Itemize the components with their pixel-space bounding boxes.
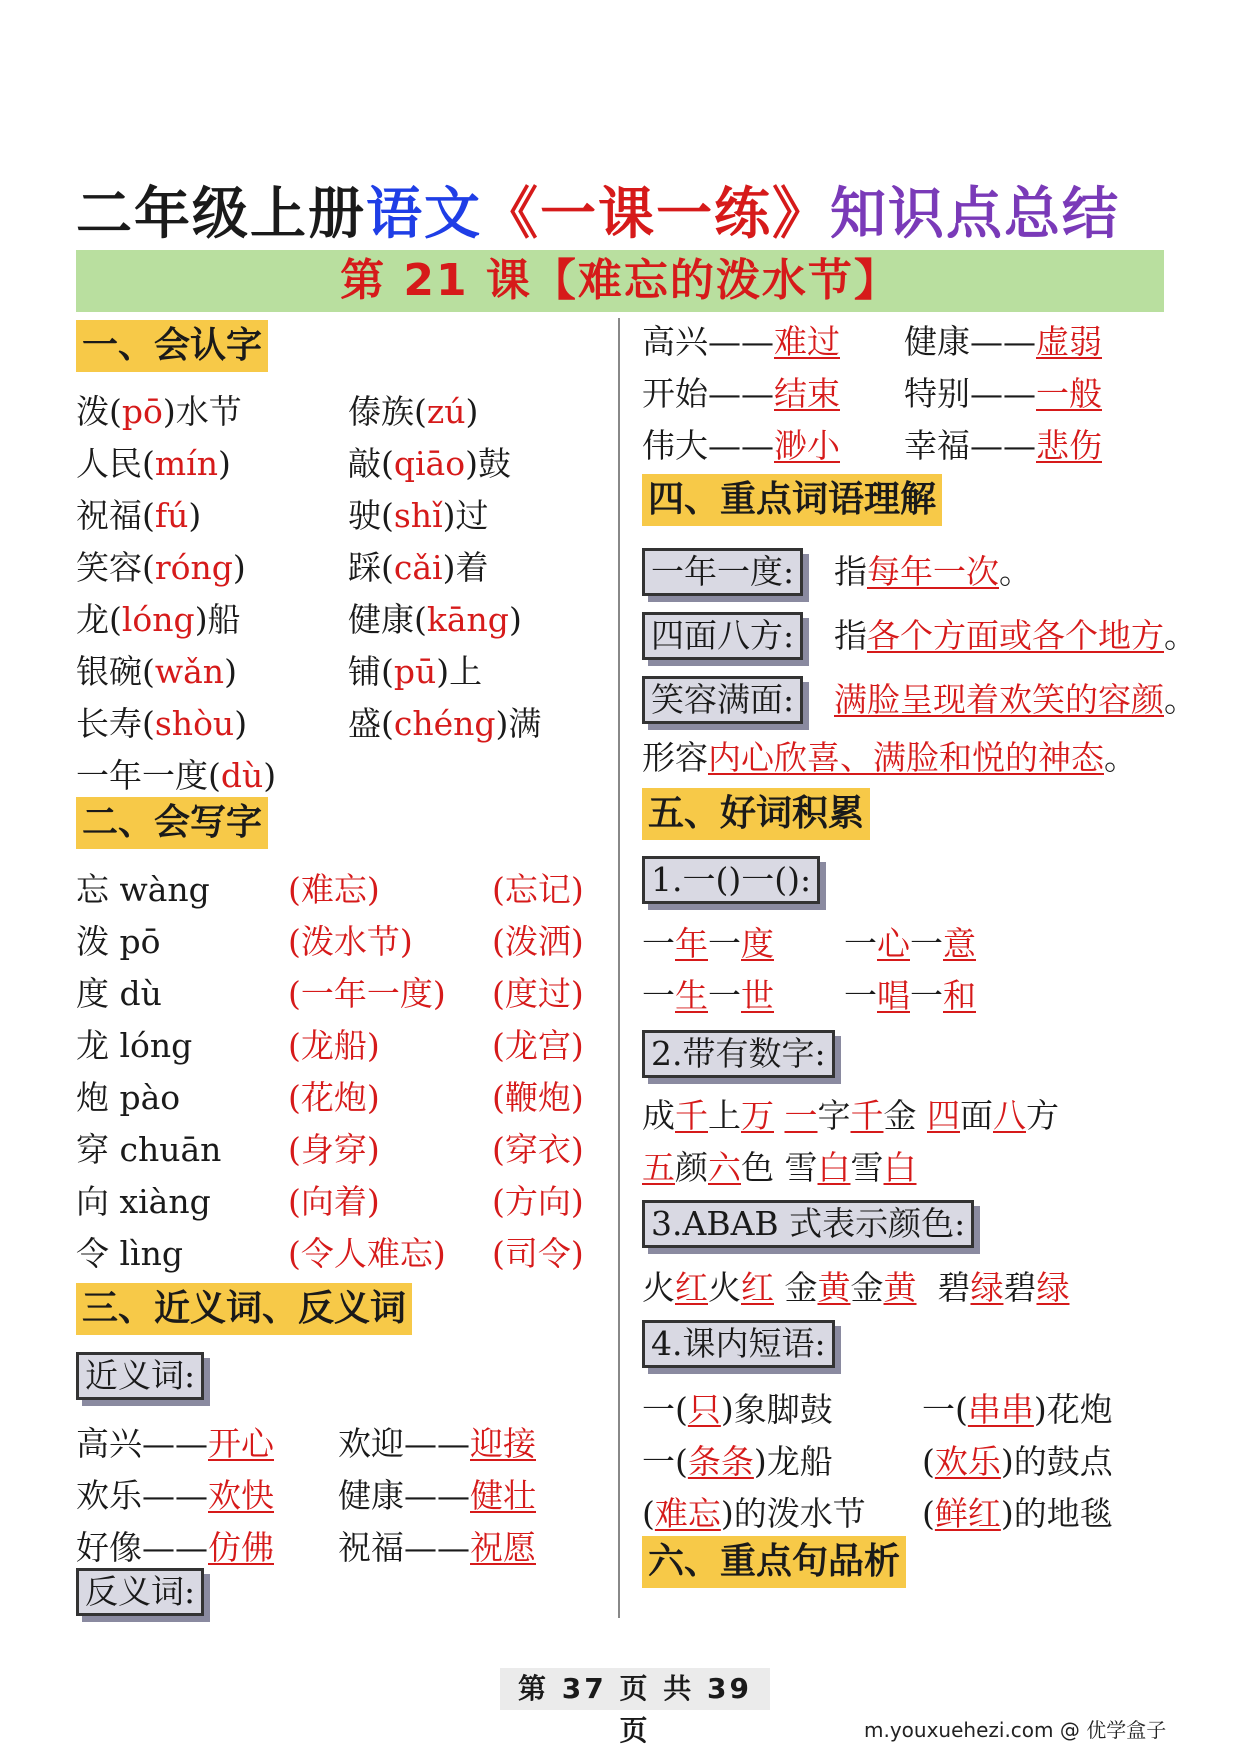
- sub3-label: 3.ABAB 式表示颜色:: [642, 1200, 974, 1248]
- recognize-char: 敲(: [348, 444, 394, 483]
- antonym-match: 悲伤: [1036, 426, 1102, 465]
- recognize-row: [76, 390, 606, 434]
- recognize-rest: ): [217, 444, 231, 483]
- write-word-1: (泼水节): [288, 922, 413, 961]
- word-char-highlight: 绿: [1036, 1268, 1070, 1307]
- idiom-char: 一: [844, 924, 877, 963]
- recognize-char: 长寿(: [76, 704, 155, 743]
- word-char-highlight: 八: [993, 1096, 1026, 1135]
- word-char-highlight: 绿: [970, 1268, 1004, 1307]
- phrase-right: [922, 1492, 1113, 1536]
- recognize-item-left: [76, 548, 246, 587]
- recognize-pinyin: fú: [154, 496, 189, 535]
- write-word-1: (龙船): [288, 1026, 380, 1065]
- recognize-char: 盛(: [348, 704, 394, 743]
- write-pinyin: xiàng: [119, 1182, 211, 1221]
- phrase-pre: 一(: [642, 1390, 688, 1429]
- recognize-char: 傣族(: [348, 392, 427, 431]
- word-char-highlight: 千: [850, 1096, 884, 1135]
- write-pinyin: chuān: [119, 1130, 222, 1169]
- idiom-char: 一: [708, 924, 741, 963]
- recognize-rest: )水节: [162, 392, 242, 431]
- word-char-highlight: 四: [927, 1096, 960, 1135]
- idiom-left: [642, 976, 774, 1015]
- word-char: 上: [708, 1096, 741, 1135]
- recognize-pinyin: qiāo: [393, 444, 466, 483]
- write-word-1: (令人难忘): [288, 1234, 446, 1273]
- word-char-highlight: 红: [741, 1268, 774, 1307]
- synonym-word: 祝福: [338, 1528, 404, 1567]
- antonym-row: [642, 320, 1182, 364]
- antonym-match: 一般: [1036, 374, 1102, 413]
- lesson-title: 第 21 课【难忘的泼水节】: [76, 250, 1164, 312]
- idiom-right: [844, 922, 976, 966]
- title-part2: 语文: [366, 182, 482, 247]
- definition-end: 。: [1164, 616, 1197, 655]
- key-term-definition: [834, 678, 1197, 722]
- definition-text: 内心欣喜、满脸和悦的神态: [708, 738, 1104, 777]
- write-char: 度: [76, 974, 109, 1013]
- write-char-pinyin: [76, 974, 162, 1013]
- write-row: [76, 868, 606, 912]
- synonym-pair-right: [338, 1526, 536, 1570]
- recognize-item-left: [76, 444, 231, 483]
- word-char: [917, 1096, 928, 1135]
- word-char: 字: [817, 1096, 851, 1135]
- dash: ——: [708, 426, 774, 465]
- recognize-rest: )过: [442, 496, 489, 535]
- recognize-item-right: [348, 650, 482, 694]
- recognize-rest: ): [188, 496, 202, 535]
- write-row: [76, 1076, 606, 1120]
- write-word-2: (穿衣): [492, 1130, 584, 1169]
- write-word-2: (忘记): [492, 870, 584, 909]
- recognize-pinyin: róng: [154, 548, 233, 587]
- section-header-good-words: 五、好词积累: [642, 788, 870, 840]
- write-char-pinyin: [76, 1026, 192, 1065]
- write-pinyin: wàng: [119, 870, 210, 909]
- word-char-highlight: 黄: [817, 1268, 851, 1307]
- synonym-row: [76, 1526, 616, 1570]
- synonym-match: 仿佛: [208, 1528, 274, 1567]
- recognize-char: 泼(: [76, 392, 122, 431]
- recognize-item-right: [348, 598, 522, 642]
- sub4-label: 4.课内短语:: [642, 1320, 835, 1368]
- antonym-word: 特别: [904, 374, 970, 413]
- phrase-left: [642, 1494, 866, 1533]
- phrase-right: [922, 1388, 1113, 1432]
- key-term: 四面八方:: [642, 612, 803, 660]
- word-row: [642, 1146, 1182, 1190]
- word-char: [774, 1268, 785, 1307]
- dash: ——: [404, 1528, 470, 1567]
- synonym-match: 祝愿: [470, 1528, 536, 1567]
- write-row: [76, 1232, 606, 1276]
- phrase-left: [642, 1442, 833, 1481]
- antonyms-label: 反义词:: [76, 1568, 204, 1616]
- recognize-char: 人民(: [76, 444, 155, 483]
- recognize-pinyin: lóng: [121, 600, 195, 639]
- synonym-word: 高兴: [76, 1424, 142, 1463]
- recognize-rest: ): [263, 756, 277, 795]
- word-char: [774, 1148, 785, 1187]
- definition-end: 。: [1104, 738, 1137, 777]
- idiom-char: 意: [943, 924, 976, 963]
- title-part1: 二年级上册: [76, 182, 366, 247]
- write-pinyin: pō: [119, 922, 161, 961]
- watermark: m.youxuehezi.com @ 优学盒子: [864, 1718, 1167, 1742]
- recognize-item-left: [76, 496, 201, 535]
- write-char: 泼: [76, 922, 109, 961]
- recognize-char: 银碗(: [76, 652, 155, 691]
- recognize-row: [76, 754, 606, 798]
- recognize-rest: ): [232, 548, 246, 587]
- recognize-rest: )鼓: [465, 444, 511, 483]
- synonym-row: [76, 1422, 616, 1466]
- recognize-pinyin: zú: [426, 392, 466, 431]
- dash: ——: [708, 322, 774, 361]
- section-header-key-words: 四、重点词语理解: [642, 474, 942, 526]
- section-header-sentence-analysis: 六、重点句品析: [642, 1536, 906, 1588]
- recognize-row: [76, 598, 606, 642]
- page-number: 第 37 页 共 39 页: [500, 1668, 770, 1710]
- word-char-highlight: 千: [675, 1096, 708, 1135]
- phrase-post: )的地毯: [1000, 1494, 1113, 1533]
- idiom-char: 和: [943, 976, 976, 1015]
- synonym-row: [76, 1474, 616, 1518]
- word-char: 颜: [675, 1148, 708, 1187]
- definition-text: 每年一次: [867, 552, 999, 591]
- recognize-item-left: [76, 392, 242, 431]
- definition-end: 。: [1164, 680, 1197, 719]
- title-part4: 知识点总结: [830, 182, 1120, 247]
- antonym-match: 难过: [774, 322, 840, 361]
- word-char-highlight: 万: [741, 1096, 774, 1135]
- word-char: 雪: [850, 1148, 884, 1187]
- word-char-highlight: 白: [817, 1148, 851, 1187]
- recognize-pinyin: shòu: [154, 704, 235, 743]
- column-divider: [618, 318, 620, 1618]
- dash: ——: [708, 374, 774, 413]
- phrase-measure: 只: [687, 1390, 721, 1429]
- idiom-char: 唱: [877, 976, 910, 1015]
- dash: ——: [142, 1476, 208, 1515]
- antonym-pair-right: [904, 372, 1102, 416]
- key-term-definition: [834, 550, 1032, 594]
- recognize-row: [76, 442, 606, 486]
- dash: ——: [404, 1476, 470, 1515]
- write-word-2: (度过): [492, 974, 584, 1013]
- word-char-highlight: 五: [642, 1148, 675, 1187]
- recognize-pinyin: wǎn: [154, 652, 225, 691]
- recognize-item-right: [348, 494, 489, 538]
- word-char: 面: [960, 1096, 993, 1135]
- write-char: 向: [76, 1182, 109, 1221]
- write-char: 炮: [76, 1078, 109, 1117]
- antonym-row: [642, 424, 1182, 468]
- idiom-char: 世: [741, 976, 774, 1015]
- recognize-rest: ): [465, 392, 479, 431]
- definition-text: 满脸呈现着欢笑的容颜: [834, 680, 1164, 719]
- write-char-pinyin: [76, 1234, 183, 1273]
- idiom-char: 生: [675, 976, 708, 1015]
- phrase-pre: 一(: [922, 1390, 968, 1429]
- idiom-row: [642, 922, 1182, 966]
- recognize-pinyin: chéng: [393, 704, 496, 743]
- antonym-match: 结束: [774, 374, 840, 413]
- recognize-rest: )满: [495, 704, 542, 743]
- word-char: 火: [708, 1268, 741, 1307]
- idiom-char: 度: [741, 924, 774, 963]
- word-char: [774, 1096, 785, 1135]
- phrase-post: )的泼水节: [720, 1494, 866, 1533]
- word-char: 色: [741, 1148, 774, 1187]
- word-char: 金: [784, 1268, 818, 1307]
- write-row: [76, 1128, 606, 1172]
- recognize-item-left: [76, 704, 247, 743]
- word-char: 金: [850, 1268, 884, 1307]
- recognize-rest: ): [224, 652, 237, 691]
- key-term-definition: [834, 614, 1197, 658]
- antonym-word: 健康: [904, 322, 970, 361]
- antonym-pair-right: [904, 320, 1102, 364]
- write-char: 忘: [76, 870, 109, 909]
- recognize-char: 一年一度(: [76, 756, 221, 795]
- idiom-char: 一: [642, 924, 675, 963]
- definition-end: 。: [999, 552, 1032, 591]
- recognize-pinyin: pō: [121, 392, 163, 431]
- word-char: [917, 1268, 938, 1307]
- recognize-item-right: [348, 546, 488, 590]
- write-row: [76, 1024, 606, 1068]
- recognize-pinyin: cǎi: [393, 548, 443, 587]
- recognize-row: [76, 702, 606, 746]
- recognize-item-right: [348, 390, 478, 434]
- dash: ——: [970, 322, 1036, 361]
- phrase-pre: 一(: [642, 1442, 688, 1481]
- recognize-pinyin: mín: [154, 444, 218, 483]
- write-word-2: (泼洒): [492, 922, 584, 961]
- synonym-word: 好像: [76, 1528, 142, 1567]
- antonym-match: 虚弱: [1036, 322, 1102, 361]
- idiom-char: 一: [844, 976, 877, 1015]
- recognize-item-left: [76, 652, 237, 691]
- section-header-synonyms-antonyms: 三、近义词、反义词: [76, 1283, 412, 1335]
- phrase-pre: (: [922, 1494, 935, 1533]
- phrase-right: [922, 1440, 1113, 1484]
- word-char: 火: [642, 1268, 675, 1307]
- phrase-pre: (: [642, 1494, 655, 1533]
- phrase-post: )花炮: [1033, 1390, 1113, 1429]
- write-char: 令: [76, 1234, 109, 1273]
- synonym-word: 欢迎: [338, 1424, 404, 1463]
- phrase-row: [642, 1440, 1182, 1484]
- definition-prefix: 形容: [642, 738, 708, 777]
- word-char-highlight: 黄: [883, 1268, 917, 1307]
- sub1-label: 1.一()一():: [642, 856, 820, 904]
- dash: ——: [142, 1424, 208, 1463]
- write-pinyin: dù: [119, 974, 162, 1013]
- section-header-write: 二、会写字: [76, 797, 268, 849]
- recognize-row: [76, 546, 606, 590]
- phrase-pre: (: [922, 1442, 935, 1481]
- antonym-word: 开始: [642, 374, 708, 413]
- recognize-char: 笑容(: [76, 548, 155, 587]
- antonym-word: 幸福: [904, 426, 970, 465]
- write-char-pinyin: [76, 1130, 221, 1169]
- idiom-char: 一: [910, 924, 943, 963]
- recognize-rest: )船: [194, 600, 241, 639]
- dash: ——: [970, 374, 1036, 413]
- phrase-measure: 条条: [687, 1442, 754, 1481]
- write-word-2: (鞭炮): [492, 1078, 584, 1117]
- write-char-pinyin: [76, 870, 210, 909]
- recognize-row: [76, 494, 606, 538]
- word-char: 碧: [937, 1268, 971, 1307]
- idiom-right: [844, 974, 976, 1018]
- word-char: 金: [883, 1096, 917, 1135]
- page-title: [76, 170, 1176, 250]
- word-row: [642, 1094, 1182, 1138]
- idiom-char: 一: [708, 976, 741, 1015]
- write-word-1: (花炮): [288, 1078, 380, 1117]
- idiom-row: [642, 974, 1182, 1018]
- section-header-recognize: 一、会认字: [76, 320, 268, 372]
- recognize-pinyin: shǐ: [393, 496, 443, 535]
- recognize-rest: )上: [436, 652, 483, 691]
- word-char: 碧: [1003, 1268, 1037, 1307]
- write-word-1: (一年一度): [288, 974, 446, 1013]
- recognize-rest: ): [234, 704, 248, 743]
- idiom-char: 年: [675, 924, 708, 963]
- phrase-row: [642, 1388, 1182, 1432]
- recognize-pinyin: dù: [220, 756, 264, 795]
- write-word-2: (方向): [492, 1182, 584, 1221]
- recognize-rest: ): [508, 600, 522, 639]
- write-pinyin: lìng: [119, 1234, 183, 1273]
- word-row: [642, 1266, 1182, 1310]
- write-char: 龙: [76, 1026, 109, 1065]
- word-char-highlight: 白: [883, 1148, 917, 1187]
- key-term-extra: [642, 736, 1137, 780]
- phrase-measure: 串串: [967, 1390, 1034, 1429]
- write-row: [76, 920, 606, 964]
- write-row: [76, 972, 606, 1016]
- write-pinyin: pào: [119, 1078, 181, 1117]
- recognize-char: 铺(: [348, 652, 394, 691]
- word-char: 方: [1026, 1096, 1059, 1135]
- title-part3: 《一课一练》: [482, 182, 830, 247]
- word-char-highlight: 一: [784, 1096, 818, 1135]
- write-char-pinyin: [76, 922, 161, 961]
- antonym-word: 伟大: [642, 426, 708, 465]
- definition-text: 各个方面或各个地方: [867, 616, 1164, 655]
- write-word-1: (向着): [288, 1182, 380, 1221]
- synonyms-label: 近义词:: [76, 1352, 204, 1400]
- definition-prefix: 指: [834, 616, 867, 655]
- recognize-char: 踩(: [348, 548, 394, 587]
- recognize-item-right: [348, 702, 541, 746]
- antonym-pair-right: [904, 424, 1102, 468]
- phrase-row: [642, 1492, 1182, 1536]
- recognize-item-right: [348, 442, 511, 486]
- recognize-pinyin: pū: [393, 652, 437, 691]
- write-word-1: (身穿): [288, 1130, 380, 1169]
- word-char-highlight: 六: [708, 1148, 741, 1187]
- phrase-measure: 难忘: [654, 1494, 721, 1533]
- idiom-char: 一: [910, 976, 943, 1015]
- write-char-pinyin: [76, 1182, 211, 1221]
- synonym-match: 开心: [208, 1424, 274, 1463]
- antonym-word: 高兴: [642, 322, 708, 361]
- recognize-item-left: [76, 600, 241, 639]
- synonym-pair-right: [338, 1474, 536, 1518]
- antonym-match: 渺小: [774, 426, 840, 465]
- write-word-2: (龙宫): [492, 1026, 584, 1065]
- synonym-word: 欢乐: [76, 1476, 142, 1515]
- recognize-rest: )着: [442, 548, 489, 587]
- phrase-measure: 欢乐: [934, 1442, 1001, 1481]
- dash: ——: [142, 1528, 208, 1567]
- recognize-char: 龙(: [76, 600, 122, 639]
- write-char-pinyin: [76, 1078, 180, 1117]
- synonym-pair-right: [338, 1422, 536, 1466]
- recognize-row: [76, 650, 606, 694]
- synonym-match: 迎接: [470, 1424, 536, 1463]
- write-char: 穿: [76, 1130, 109, 1169]
- definition-prefix: 指: [834, 552, 867, 591]
- recognize-char: 驶(: [348, 496, 394, 535]
- synonym-match: 欢快: [208, 1476, 274, 1515]
- phrase-measure: 鲜红: [934, 1494, 1001, 1533]
- key-term: 笑容满面:: [642, 676, 803, 724]
- idiom-char: 一: [642, 976, 675, 1015]
- word-char-highlight: 红: [675, 1268, 708, 1307]
- idiom-left: [642, 924, 774, 963]
- dash: ——: [970, 426, 1036, 465]
- sub2-label: 2.带有数字:: [642, 1030, 835, 1078]
- recognize-item-left: [76, 756, 276, 795]
- phrase-post: )象脚鼓: [720, 1390, 833, 1429]
- write-row: [76, 1180, 606, 1224]
- word-char: 成: [642, 1096, 675, 1135]
- synonym-word: 健康: [338, 1476, 404, 1515]
- recognize-pinyin: kāng: [426, 600, 509, 639]
- key-term: 一年一度:: [642, 548, 803, 596]
- synonym-match: 健壮: [470, 1476, 536, 1515]
- phrase-post: )的鼓点: [1000, 1442, 1113, 1481]
- write-pinyin: lóng: [119, 1026, 193, 1065]
- dash: ——: [404, 1424, 470, 1463]
- phrase-left: [642, 1390, 833, 1429]
- word-char: 雪: [784, 1148, 818, 1187]
- recognize-char: 健康(: [348, 600, 427, 639]
- phrase-post: )龙船: [753, 1442, 833, 1481]
- write-word-2: (司令): [492, 1234, 584, 1273]
- antonym-row: [642, 372, 1182, 416]
- write-word-1: (难忘): [288, 870, 380, 909]
- idiom-char: 心: [877, 924, 910, 963]
- recognize-char: 祝福(: [76, 496, 155, 535]
